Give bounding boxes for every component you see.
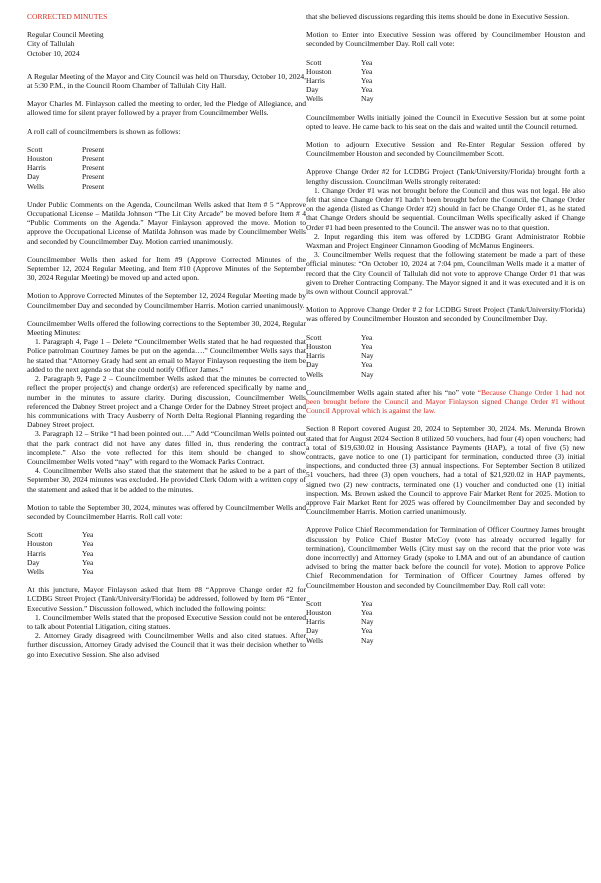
corrections-intro: Councilmember Wells offered the following corrections to the September 30, 2024, Regular Meeting Minutes: — [27, 318, 306, 338]
member-vote: Yea — [361, 76, 373, 86]
change-order-vote-table — [306, 333, 374, 379]
member-vote: Present — [82, 172, 105, 182]
public-comments-paragraph: Under Public Comments on the Agenda, Councilman Wells asked that Item # 5 “Approve Occupational License – Matilda Johnson “The Lit City Arcade” be moved before Item # 4 “Public Comments on the Agenda.” Mayor Finlayson approved the move. Motion to approve the Occupational License of Matilda Johnson was made by Councilmember Wells and seconded by Councilmember Day. Motion carried unanimously. — [27, 199, 306, 246]
correction-3: 3. Paragraph 12 – Strike “I had been pointed out….” Add “Councilman Wells pointed out that the park contract did not have any dates filled in, thus rendering the contract incomplete.” Also the vote reflected for this item should be changed to show Councilmember Wells voted “nay” with regard to the Womack Parks Contract. — [27, 429, 306, 466]
member-vote: Nay — [361, 617, 374, 627]
member-name: Wells — [27, 181, 44, 191]
member-vote: Nay — [361, 369, 374, 379]
police-chief-recommendation: Approve Police Chief Recommendation for Termination of Officer Courtney James brought discussion by Police Chief Buster McCoy (vote has already occurred legally for termination), Councilmember Wells (City must say on the record that the prior vote was done incorrectly) and Attorney Grady (spoke to LMA and out of an abundance of caution advised to bring the matter back before the council for vote). Motion to approve Police Chief Recommendation for Termination of Officer Courtney James offered by Councilmember Houston and seconded by Councilmember Day. Roll call vote: — [306, 525, 585, 590]
member-name: Day — [27, 557, 40, 567]
table-row — [27, 567, 93, 576]
member-vote: Present — [82, 154, 105, 164]
member-name: Scott — [27, 144, 43, 154]
member-vote: Yea — [82, 530, 94, 540]
discussion-point-2: 2. Attorney Grady disagreed with Councilmember Wells and also cited statues. After further discussion, Attorney Grady advised the Council that it was their decision whether to go into Executive Session. She also advised — [27, 631, 306, 659]
member-vote: Yea — [361, 598, 373, 608]
change-order-point-1: 1. Change Order #1 was not brought before the Council and thus was not legal. He also felt that since Change Order #1 hadn’t been brought before the Council, the Change Order on the agenda (listed as Change Order #2) should in fact be Change Order #1, as he stated that Change Orders should be sequential. Councilman Wells specifically asked if Change Order #1 had been presented to the Council. The answer was no to that question. — [306, 185, 585, 232]
adjourn-executive-session-motion: Motion to adjourn Executive Session and Re-Enter Regular Session offered by Councilmember Houston and seconded by Councilmember Scott. — [306, 140, 585, 159]
call-to-order-paragraph: Mayor Charles M. Finlayson called the meeting to order, led the Pledge of Allegiance, and allowed time for silent prayer followed by a prayer from Councilmember Wells. — [27, 99, 306, 118]
member-name: Harris — [306, 351, 325, 361]
member-name: Houston — [306, 341, 332, 351]
member-name: Harris — [27, 548, 46, 558]
wells-no-vote-statement — [306, 388, 585, 416]
member-vote: Yea — [361, 341, 373, 351]
table-row — [306, 617, 374, 626]
member-name: Scott — [306, 598, 322, 608]
member-vote: Yea — [361, 332, 373, 342]
correction-1: 1. Paragraph 4, Page 1 – Delete “Councilmember Wells stated that he had requested that Police patrolman Courtney James be put on the agenda….” Councilmember Wells says that he stated that “Attorney Grady had sent an email to Mayor Finlayson requesting the item be added to the next agenda so that she could notify Officer James.” — [27, 337, 306, 374]
enter-executive-session-motion: Motion to Enter into Executive Session was offered by Councilmember Houston and seconded by Councilmember Day. Roll call vote: — [306, 30, 585, 49]
termination-vote-table — [306, 599, 374, 645]
member-name: Harris — [306, 76, 325, 86]
change-order-point-2: 2. Input regarding this item was offered by LCDBG Grant Administrator Robbie Waxman and Project Engineer Cinnamon Gooding of McManus Engineers. — [306, 231, 585, 251]
approve-minutes-paragraph: Motion to Approve Corrected Minutes of the September 12, 2024 Regular Meeting made by Councilmember Day and seconded by Councilmember Harris. Motion carried unanimously. — [27, 291, 306, 310]
intro-paragraph: A Regular Meeting of the Mayor and City Council was held on Thursday, October 10, 2024, at 5:30 P.M., in the Council Room Chamber of Tallulah City Hall. — [27, 71, 306, 91]
items-moved-paragraph: Councilmember Wells then asked for Item #9 (Approve Corrected Minutes of the September 12, 2024 Regular Meeting, and Item #10 (Approve Minutes of the September 30, 2024 Regular Meeting) be moved up and acted upon. — [27, 254, 306, 283]
change-order-point-3: 3. Councilmember Wells request that the following statement be made a part of these official minutes: “On October 10, 2024 at 7:04 pm, Councilman Wells made it a matter of record that the City Council of Tallulah did not vote to approve Change Order #1 that was given to Dreher Contracting Company. The Mayor signed it and it was executed and it is on its own without Council approval.” — [306, 250, 585, 297]
table-row — [27, 145, 104, 154]
executive-session-vote-table — [306, 58, 374, 104]
table-row — [306, 342, 374, 351]
table-row — [27, 154, 104, 163]
table-row — [27, 163, 104, 172]
corrected-minutes-heading: CORRECTED MINUTES — [27, 12, 108, 21]
correction-4: 4. Councilmember Wells also stated that the statement that he asked to be a part of the September 30, 2024 minutes was excluded. He provided Clerk Odom with a written copy of the statement and asked that it be added to the minutes. — [27, 466, 306, 494]
table-row — [27, 172, 104, 181]
table-row — [306, 370, 374, 379]
section-8-report: Section 8 Report covered August 20, 2024 to September 30, 2024. Ms. Merunda Brown stated that for August 2024 Section 8 utilized 50 vouchers, had four (4) open vouchers; had a total of $19,630.02 in Housing Assistance Payments (HAP), a total of five (5) new contracts, gave notice to one (1) participant for termination, conducted three (3) initial inspections, and conducted three (3) annual inspections. For September Section 8 utilized 51 vouchers, had three (3) open vouchers, had a total of $21,920.02 in HAP payments, signed two (2) new contracts, terminated one (1) voucher and conducted one (1) initial inspection. Ms. Brown asked the Council to approve Fair Market Rent for 2025. Motion to approve Fair Market Rent for 2025 was offered by Councilmember Day and seconded by Councilmember Harris. Motion carried unanimously. — [306, 424, 585, 517]
approve-change-order-motion: Motion to Approve Change Order # 2 for LCDBG Street Project (Tank/University/Florida) was offered by Councilmember Houston and seconded by Councilmember Day. — [306, 305, 585, 324]
member-name: Houston — [27, 154, 53, 164]
member-name: Houston — [306, 607, 332, 617]
member-vote: Yea — [361, 57, 373, 67]
right-column — [306, 12, 585, 645]
roll-call-table — [27, 145, 104, 191]
roll-call-vote-table — [27, 530, 93, 576]
member-vote: Yea — [361, 66, 373, 76]
table-row — [306, 360, 374, 369]
member-name: Houston — [306, 66, 332, 76]
member-name: Day — [306, 85, 319, 95]
table-row — [306, 85, 374, 94]
member-vote: Present — [82, 181, 105, 191]
correction-2: 2. Paragraph 9, Page 2 – Councilmember Wells asked that the minutes be corrected to reflect the proper project(s) and change order(s) are referenced specifically by name and number in the minutes to assure clarity. During discussion, Councilmember Wells referenced the Dabney Street project and a Change Order for the Dabney Street project and his communications with Tracy Ausberry of North Delta Regional Planning regarding the Dabney Street project. — [27, 374, 306, 430]
member-name: Wells — [27, 566, 44, 576]
change-order-discussion-intro: Approve Change Order #2 for LCDBG Project (Tank/University/Florida) brought forth a lengthy discussion. Councilman Wells strongly reiterated: — [306, 167, 585, 186]
executive-session-continuation: that she believed discussions regarding this items should be done in Executive Session. — [306, 12, 570, 21]
member-name: Harris — [306, 617, 325, 627]
wells-statement-lead: Councilmember Wells again stated after his “no” vote — [306, 387, 478, 397]
member-vote: Yea — [82, 548, 94, 558]
table-row — [306, 94, 374, 103]
member-vote: Nay — [361, 351, 374, 361]
table-row — [27, 558, 93, 567]
member-name: Harris — [27, 163, 46, 173]
table-minutes-motion: Motion to table the September 30, 2024, minutes was offered by Councilmember Wells and seconded by Councilmember Harris. Roll call vote: — [27, 502, 306, 521]
table-row — [306, 626, 374, 635]
meeting-type: Regular Council Meeting — [27, 30, 104, 40]
table-row — [27, 182, 104, 191]
member-vote: Present — [82, 144, 105, 154]
table-row — [27, 530, 93, 539]
table-row — [306, 67, 374, 76]
city-name: City of Tallulah — [27, 39, 75, 49]
table-row — [306, 608, 374, 617]
wells-executive-session-paragraph: Councilmember Wells initially joined the Council in Executive Session but at some point opted to leave. He came back to his seat on the dais and waited until the Council returned. — [306, 112, 585, 131]
discussion-point-1: 1. Councilmember Wells stated that the proposed Executive Session could not be entered to talk about Potential Litigation, citing statues. — [27, 612, 306, 631]
member-vote: Yea — [82, 566, 94, 576]
member-vote: Yea — [361, 626, 373, 636]
table-row — [306, 351, 374, 360]
member-name: Scott — [306, 332, 322, 342]
member-name: Day — [306, 626, 319, 636]
member-vote: Yea — [82, 539, 94, 549]
member-name: Houston — [27, 539, 53, 549]
table-row — [306, 636, 374, 645]
member-vote: Yea — [361, 607, 373, 617]
table-row — [306, 58, 374, 67]
member-name: Scott — [306, 57, 322, 67]
member-name: Wells — [306, 369, 323, 379]
member-name: Wells — [306, 635, 323, 645]
member-vote: Nay — [361, 635, 374, 645]
member-vote: Nay — [361, 94, 374, 104]
table-row — [306, 333, 374, 342]
member-vote: Present — [82, 163, 105, 173]
member-vote: Yea — [361, 360, 373, 370]
member-name: Wells — [306, 94, 323, 104]
member-name: Scott — [27, 530, 43, 540]
member-name: Day — [27, 172, 40, 182]
table-row — [306, 76, 374, 85]
table-row — [306, 599, 374, 608]
left-column — [27, 12, 306, 659]
wells-statement-quote: “Because Change Order 1 had not been brought before the Council and Mayor Finlayson signed Change Order #1 without Council Approval which is against the law. — [306, 387, 585, 416]
member-name: Day — [306, 360, 319, 370]
member-vote: Yea — [361, 85, 373, 95]
member-vote: Yea — [82, 557, 94, 567]
juncture-paragraph: At this juncture, Mayor Finlayson asked that Item #8 “Approve Change order #2 for LCDBG Street Project (Tank/University/Florida) be addressed, followed by Item #6 “Enter Executive Session.” Discussion followed, which included the following points: — [27, 585, 306, 613]
meeting-date: October 10, 2024 — [27, 48, 80, 58]
table-row — [27, 549, 93, 558]
table-row — [27, 539, 93, 548]
roll-call-intro: A roll call of councilmembers is shown as follows: — [27, 126, 181, 136]
